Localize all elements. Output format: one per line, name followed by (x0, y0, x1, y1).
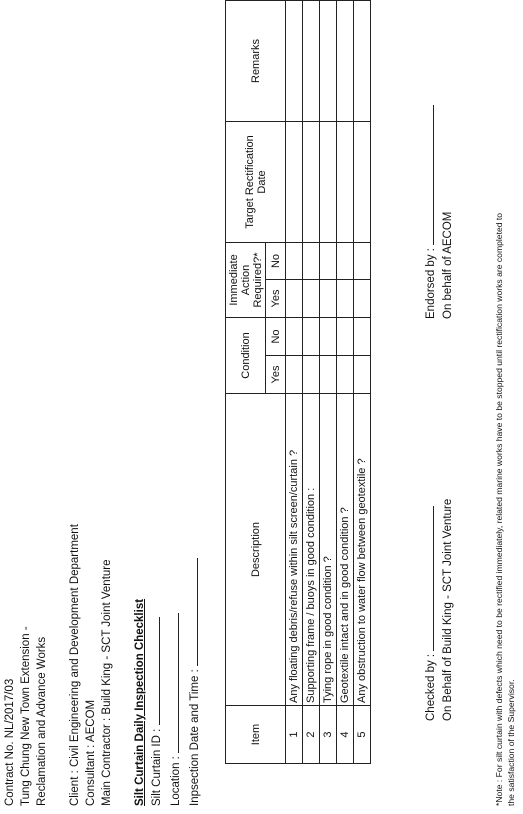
row-item-number: 5 (354, 706, 371, 764)
row-item-number: 2 (303, 706, 320, 764)
header-item: Item (226, 706, 286, 764)
action-no-cell[interactable] (286, 242, 303, 279)
table-row (320, 0, 337, 763)
condition-yes-cell[interactable] (286, 356, 303, 394)
client-line: Client : Civil Engineering and Development Department (69, 524, 81, 806)
table-row (286, 0, 303, 763)
table-row (303, 0, 320, 763)
row-description: Geotextile intact and in good condition ? (337, 394, 354, 706)
remarks-cell[interactable] (286, 0, 303, 121)
header-condition-no: No (266, 317, 286, 355)
project-title-line1: Tung Chung New Town Extension - (20, 626, 32, 806)
condition-yes-cell[interactable] (354, 356, 371, 394)
condition-no-cell[interactable] (354, 317, 371, 355)
condition-yes-cell[interactable] (320, 356, 337, 394)
silt-curtain-id-blank[interactable] (149, 617, 160, 725)
row-item-number: 1 (286, 706, 303, 764)
table-row (337, 0, 354, 763)
endorsed-by-field[interactable] (423, 105, 438, 319)
action-no-cell[interactable] (337, 242, 354, 279)
endorsed-on-behalf: On behalf of AECOM (442, 211, 454, 319)
checked-by-label: Checked by : (425, 653, 437, 721)
row-description: Supporting frame / buoys in good condition : (303, 394, 320, 706)
row-item-number: 4 (337, 706, 354, 764)
location-blank[interactable] (168, 613, 179, 753)
remarks-cell[interactable] (354, 0, 371, 121)
action-yes-cell[interactable] (320, 279, 337, 317)
action-yes-cell[interactable] (354, 279, 371, 317)
contract-number: Contract No. NL/2017/03 (4, 678, 16, 806)
row-item-number: 3 (320, 706, 337, 764)
inspection-datetime-field[interactable] (187, 558, 202, 806)
table-row (354, 0, 371, 763)
target-date-cell[interactable] (354, 121, 371, 242)
row-description: Tying rope in good condition ? (320, 394, 337, 706)
consultant-line: Consultant : AECOM (85, 699, 97, 806)
inspection-datetime-blank[interactable] (187, 558, 198, 666)
project-title-line2: Reclamation and Advance Works (36, 636, 48, 806)
header-action-no: No (266, 242, 286, 279)
target-date-cell[interactable] (286, 121, 303, 242)
endorsed-by-signature-line[interactable] (423, 105, 434, 245)
header-remarks: Remarks (226, 0, 286, 121)
main-contractor-line: Main Contractor : Build King - SCT Joint Venture (101, 559, 113, 806)
checked-by-field[interactable] (423, 506, 438, 721)
endorsed-by-label: Endorsed by : (425, 248, 437, 319)
row-description: Any obstruction to water flow between geotextile ? (354, 394, 371, 706)
row-description: Any floating debris/refuse within silt screen/curtain ? (286, 394, 303, 706)
condition-no-cell[interactable] (337, 317, 354, 355)
silt-curtain-id-label: Silt Curtain ID : (151, 728, 163, 806)
remarks-cell[interactable] (320, 0, 337, 121)
remarks-cell[interactable] (303, 0, 320, 121)
action-no-cell[interactable] (303, 242, 320, 279)
remarks-cell[interactable] (337, 0, 354, 121)
action-yes-cell[interactable] (337, 279, 354, 317)
condition-yes-cell[interactable] (303, 356, 320, 394)
condition-no-cell[interactable] (286, 317, 303, 355)
location-label: Location : (170, 756, 182, 806)
header-target-date: Target Rectification Date (226, 121, 286, 242)
header-condition-yes: Yes (266, 356, 286, 394)
inspection-datetime-label: Inpsection Date and Time : (189, 669, 201, 806)
target-date-cell[interactable] (320, 121, 337, 242)
condition-no-cell[interactable] (320, 317, 337, 355)
location-field[interactable] (168, 613, 183, 806)
footnote-line2: the satisfaction of the Supervisor. (506, 679, 516, 806)
header-immediate-action: Immediate Action Required?* (226, 242, 266, 317)
target-date-cell[interactable] (303, 121, 320, 242)
action-yes-cell[interactable] (286, 279, 303, 317)
target-date-cell[interactable] (337, 121, 354, 242)
inspection-checklist-table (225, 0, 371, 764)
header-condition: Condition (226, 317, 266, 393)
footnote-line1: *Note : For silt curtain with defects which need to be rectified immediately, related marine works have to be stopped until rectification works are completed to (494, 212, 504, 806)
checked-by-signature-line[interactable] (423, 506, 434, 651)
silt-curtain-id-field[interactable] (149, 617, 164, 806)
form-title: Silt Curtain Daily Inspection Checklist (134, 598, 146, 806)
action-yes-cell[interactable] (303, 279, 320, 317)
checked-on-behalf: On Behalf of Build King - SCT Joint Venture (442, 498, 454, 721)
header-description: Description (226, 394, 286, 706)
action-no-cell[interactable] (354, 242, 371, 279)
condition-no-cell[interactable] (303, 317, 320, 355)
condition-yes-cell[interactable] (337, 356, 354, 394)
header-action-yes: Yes (266, 279, 286, 317)
action-no-cell[interactable] (320, 242, 337, 279)
